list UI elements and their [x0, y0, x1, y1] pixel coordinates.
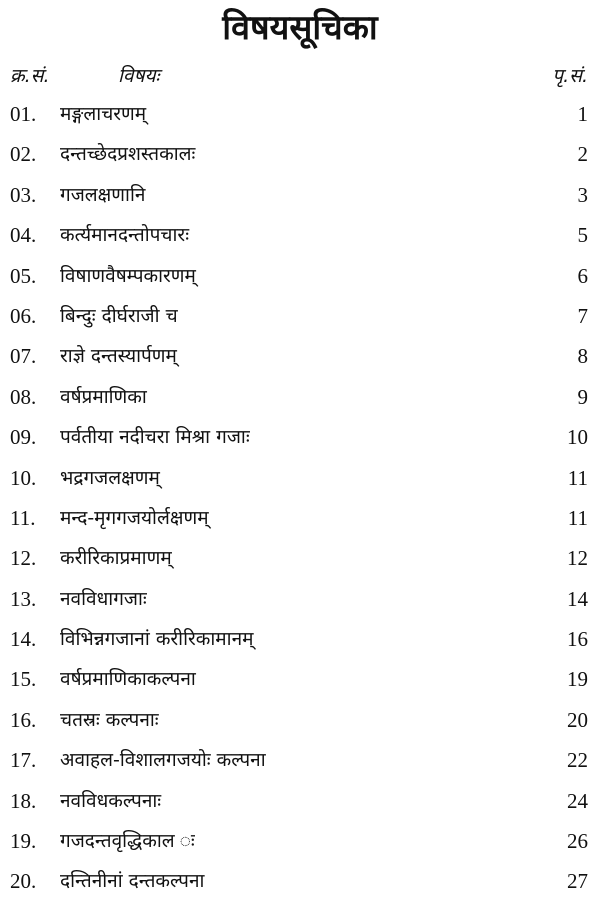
entry-number: 14.	[10, 627, 37, 652]
entry-number: 15.	[10, 667, 37, 692]
entry-topic: मन्द-मृगगजयोर्लक्षणम्	[60, 506, 209, 529]
list-item	[0, 423, 600, 463]
entry-page: 1	[577, 102, 588, 126]
entry-topic: गजदन्तवृद्धिकाल ः	[60, 830, 195, 853]
entry-number: 13.	[10, 586, 37, 611]
entry-page: 27	[567, 869, 588, 894]
list-item	[0, 867, 600, 907]
list-item	[0, 181, 600, 221]
entry-page: 10	[567, 425, 588, 450]
entry-topic: राज्ञे दन्तस्यार्पणम्	[60, 345, 177, 368]
entry-page: 5	[577, 223, 588, 248]
entry-number: 18.	[10, 788, 37, 813]
entry-number: 12.	[10, 546, 37, 571]
list-item	[0, 221, 600, 261]
serial-column-header: क्र.सं.	[10, 65, 50, 87]
list-item	[0, 665, 600, 705]
page-title: विषयसूचिका	[222, 8, 378, 48]
entry-page: 22	[567, 748, 588, 773]
list-item	[0, 464, 600, 504]
entry-topic: बिन्दुः दीर्घराजी च	[60, 304, 178, 327]
entry-number: 08.	[10, 384, 37, 409]
entry-number: 01.	[10, 102, 37, 126]
entry-page: 14	[567, 586, 588, 611]
entry-number: 03.	[10, 182, 37, 207]
entry-topic: दन्तच्छेदप्रशस्तकालः	[60, 143, 196, 166]
entry-topic: चतस्रः कल्पनाः	[60, 708, 159, 731]
entry-topic: गजलक्षणानि	[60, 183, 146, 206]
entry-topic: पर्वतीया नदीचरा मिश्रा गजाः	[60, 426, 250, 449]
entry-topic: विषाणवैषम्पकारणम्	[60, 264, 196, 287]
entry-page: 26	[567, 829, 588, 854]
list-item	[0, 625, 600, 665]
entry-number: 07.	[10, 344, 37, 369]
list-item	[0, 827, 600, 867]
entry-number: 16.	[10, 707, 37, 732]
entry-page: 8	[577, 344, 588, 369]
entry-page: 24	[567, 788, 588, 813]
column-header	[0, 62, 600, 92]
entry-number: 06.	[10, 303, 37, 328]
page-column-header: पृ.सं.	[552, 65, 588, 87]
list-item	[0, 383, 600, 423]
topic-column-header: विषयः	[118, 65, 160, 87]
entry-topic: वर्षप्रमाणिकाकल्पना	[60, 668, 196, 691]
list-item	[0, 544, 600, 584]
entry-topic: कर्त्यमानदन्तोपचारः	[60, 224, 190, 247]
entry-topic: वर्षप्रमाणिका	[60, 385, 147, 408]
entry-page: 7	[577, 303, 588, 328]
entry-page: 19	[567, 667, 588, 692]
list-item	[0, 504, 600, 544]
list-item	[0, 100, 600, 140]
entry-topic: भद्रगजलक्षणम्	[60, 466, 160, 489]
list-item	[0, 706, 600, 746]
contents-list	[0, 100, 600, 908]
entry-number: 11.	[10, 505, 36, 530]
entry-topic: दन्तिनीनां दन्तकल्पना	[60, 870, 205, 893]
entry-topic: अवाहल-विशालगजयोः कल्पना	[60, 749, 266, 772]
entry-page: 11	[567, 505, 588, 530]
list-item	[0, 585, 600, 625]
entry-number: 19.	[10, 829, 37, 854]
entry-page: 9	[577, 384, 588, 409]
entry-page: 16	[567, 627, 588, 652]
entry-topic: नवविधकल्पनाः	[60, 789, 162, 812]
entry-page: 6	[577, 263, 588, 288]
entry-number: 10.	[10, 465, 37, 490]
list-item	[0, 302, 600, 342]
entry-page: 20	[567, 707, 588, 732]
entry-page: 3	[577, 182, 588, 207]
entry-number: 02.	[10, 142, 37, 167]
entry-topic: मङ्गलाचरणम्	[60, 103, 147, 125]
entry-topic: नवविधागजाः	[60, 587, 147, 610]
entry-page: 12	[567, 546, 588, 571]
entry-topic: करीरिकाप्रमाणम्	[60, 547, 172, 570]
entry-topic: विभिन्नगजानां करीरिकामानम्	[60, 628, 254, 651]
list-item	[0, 140, 600, 180]
entry-number: 05.	[10, 263, 37, 288]
entry-number: 04.	[10, 223, 37, 248]
entry-number: 20.	[10, 869, 37, 894]
list-item	[0, 262, 600, 302]
entry-page: 2	[577, 142, 588, 167]
entry-number: 17.	[10, 748, 37, 773]
entry-number: 09.	[10, 425, 37, 450]
list-item	[0, 787, 600, 827]
list-item	[0, 746, 600, 786]
entry-page: 11	[567, 465, 588, 490]
list-item	[0, 342, 600, 382]
